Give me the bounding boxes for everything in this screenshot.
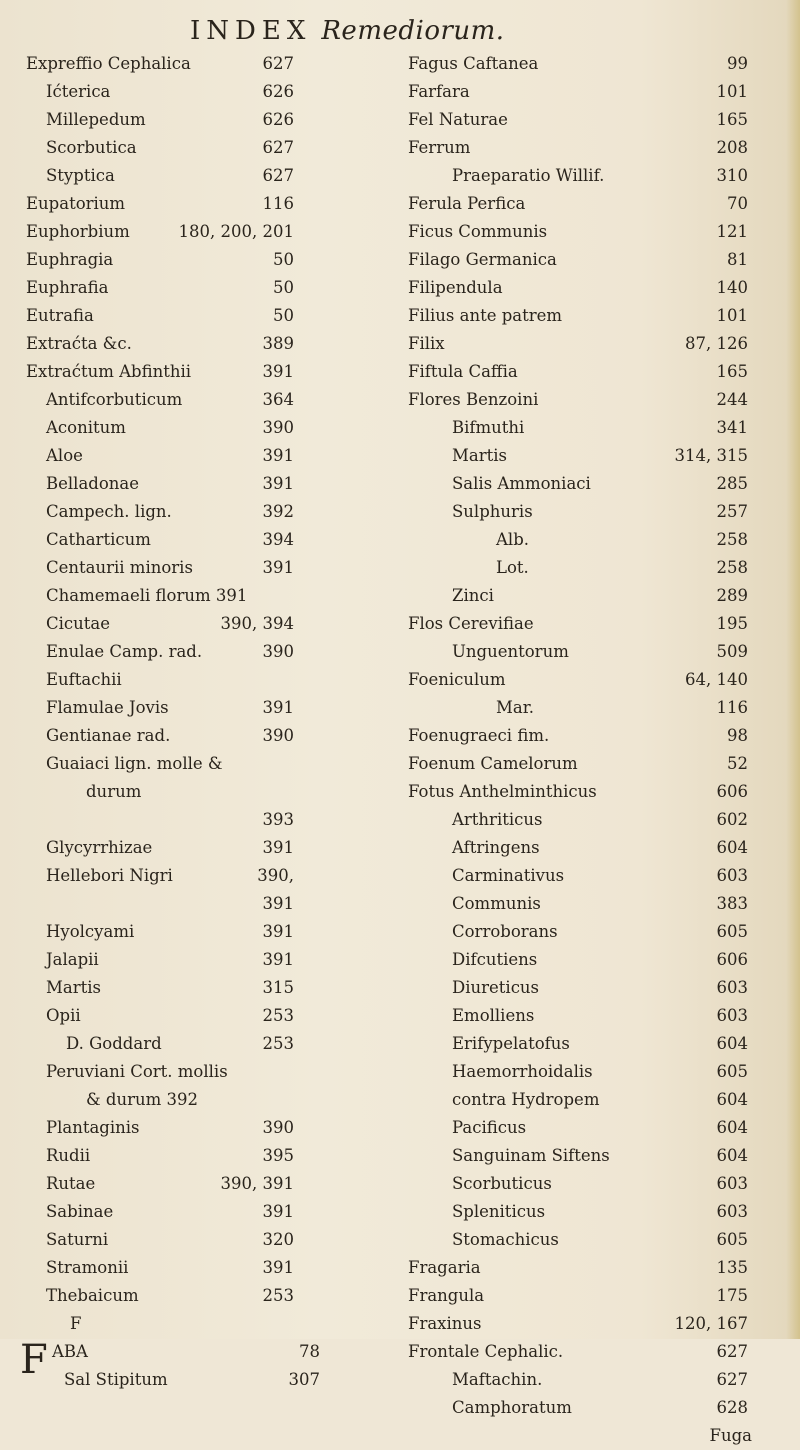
entry-name: Salis Ammoniaci bbox=[452, 474, 591, 493]
catchword-row bbox=[408, 1422, 788, 1450]
entry-pages: 394 bbox=[262, 530, 294, 549]
entry-pages: 253 bbox=[262, 1006, 294, 1025]
entry-name: Extraćtum Abfinthii bbox=[26, 362, 192, 381]
entry-name: Fraxinus bbox=[408, 1314, 482, 1333]
index-entry bbox=[26, 666, 384, 694]
index-entry bbox=[26, 610, 384, 638]
entry-name: Glycyrrhizae bbox=[46, 838, 153, 857]
index-entry bbox=[408, 526, 788, 554]
index-entry bbox=[26, 1254, 384, 1282]
entry-name: Scorbuticus bbox=[452, 1174, 552, 1193]
index-entry bbox=[408, 946, 788, 974]
index-entry bbox=[26, 134, 384, 162]
entry-name: Saturni bbox=[46, 1230, 109, 1249]
entry-name: Sanguinam Siftens bbox=[452, 1146, 610, 1165]
entry-pages: 627 bbox=[262, 166, 294, 185]
entry-pages: 391 bbox=[262, 1202, 294, 1221]
entry-pages: 121 bbox=[716, 222, 748, 241]
index-entry bbox=[26, 974, 384, 1002]
entry-name: Euftachii bbox=[46, 670, 122, 689]
index-entry bbox=[408, 1170, 788, 1198]
index-entry bbox=[26, 50, 384, 78]
index-entry bbox=[26, 778, 384, 806]
entry-pages: 180, 200, 201 bbox=[178, 222, 294, 241]
entry-pages: 64, 140 bbox=[685, 670, 748, 689]
entry-name: Guaiaci lign. molle & bbox=[46, 754, 223, 773]
entry-pages: 195 bbox=[716, 614, 748, 633]
entry-name: Thebaicum bbox=[46, 1286, 139, 1305]
entry-pages: 391 bbox=[262, 894, 294, 913]
catchword: Fuga bbox=[709, 1426, 752, 1445]
entry-name: Eutrafia bbox=[26, 306, 94, 325]
index-entry bbox=[408, 722, 788, 750]
index-entry bbox=[26, 918, 384, 946]
index-entry bbox=[408, 274, 788, 302]
entry-name: Enulae Camp. rad. bbox=[46, 642, 203, 661]
index-entry bbox=[408, 358, 788, 386]
index-entry bbox=[408, 1338, 788, 1366]
index-entry bbox=[52, 1338, 384, 1366]
index-entry bbox=[26, 386, 384, 414]
entry-pages: 383 bbox=[716, 894, 748, 913]
entry-pages: 99 bbox=[727, 54, 748, 73]
page-header bbox=[190, 16, 505, 46]
entry-name: Flores Benzoini bbox=[408, 390, 539, 409]
index-entry bbox=[408, 106, 788, 134]
entry-pages: 341 bbox=[716, 418, 748, 437]
entry-pages: 509 bbox=[716, 642, 748, 661]
entry-name: Aftringens bbox=[452, 838, 540, 857]
entry-pages: 627 bbox=[716, 1370, 748, 1389]
entry-name: Diureticus bbox=[452, 978, 540, 997]
index-entry bbox=[26, 190, 384, 218]
entry-name: Plantaginis bbox=[46, 1118, 140, 1137]
entry-pages: 135 bbox=[716, 1258, 748, 1277]
entry-name: Frangula bbox=[408, 1286, 485, 1305]
index-entry bbox=[26, 1114, 384, 1142]
entry-name: Expreffio Cephalica bbox=[26, 54, 191, 73]
entry-name: Alb. bbox=[496, 530, 529, 549]
index-entry bbox=[26, 470, 384, 498]
entry-pages: 627 bbox=[262, 138, 294, 157]
entry-pages: 391 bbox=[262, 1258, 294, 1277]
index-entry bbox=[408, 638, 788, 666]
index-entry bbox=[408, 554, 788, 582]
index-entry bbox=[408, 1226, 788, 1254]
entry-name: Zinci bbox=[452, 586, 494, 605]
entry-pages: 603 bbox=[716, 978, 748, 997]
index-entry bbox=[408, 1254, 788, 1282]
entry-pages: 258 bbox=[716, 558, 748, 577]
entry-name: Jalapii bbox=[46, 950, 99, 969]
entry-pages: 605 bbox=[716, 1230, 748, 1249]
index-entry bbox=[408, 386, 788, 414]
entry-pages: 391 bbox=[262, 446, 294, 465]
entry-pages: 78 bbox=[299, 1342, 320, 1361]
entry-pages: 50 bbox=[273, 306, 294, 325]
entry-pages: 603 bbox=[716, 1174, 748, 1193]
index-entry bbox=[26, 330, 384, 358]
entry-name: Filipendula bbox=[408, 278, 503, 297]
entry-name: Erifypelatofus bbox=[452, 1034, 570, 1053]
right-column bbox=[408, 50, 788, 1450]
entry-name: Difcutiens bbox=[452, 950, 538, 969]
entry-name: Fragaria bbox=[408, 1258, 481, 1277]
entry-pages: 603 bbox=[716, 1006, 748, 1025]
entry-name: Communis bbox=[452, 894, 541, 913]
index-entry bbox=[408, 1394, 788, 1422]
index-entry bbox=[26, 106, 384, 134]
page-edge-shadow bbox=[786, 0, 800, 1339]
faba-entry-group bbox=[20, 1337, 384, 1394]
entry-name: & durum 392 bbox=[86, 1090, 199, 1109]
left-column bbox=[20, 50, 384, 1394]
index-entry bbox=[408, 78, 788, 106]
entry-name: ABA bbox=[52, 1342, 88, 1361]
entry-name: Rudii bbox=[46, 1146, 91, 1165]
entry-pages: 390, 391 bbox=[220, 1174, 294, 1193]
index-entry bbox=[26, 218, 384, 246]
entry-pages: 606 bbox=[716, 782, 748, 801]
entry-name: Haemorrhoidalis bbox=[452, 1062, 593, 1081]
entry-name: Fel Naturae bbox=[408, 110, 508, 129]
entry-pages: 626 bbox=[262, 110, 294, 129]
index-entry bbox=[408, 890, 788, 918]
index-entry bbox=[26, 526, 384, 554]
entry-pages: 364 bbox=[262, 390, 294, 409]
entry-name: Praeparatio Willif. bbox=[452, 166, 605, 185]
index-entry bbox=[408, 694, 788, 722]
index-entry bbox=[408, 974, 788, 1002]
entry-pages: 116 bbox=[262, 194, 294, 213]
entry-pages: 391 bbox=[262, 698, 294, 717]
entry-pages: 314, 315 bbox=[674, 446, 748, 465]
entry-pages: 627 bbox=[716, 1342, 748, 1361]
index-entry bbox=[408, 470, 788, 498]
entry-pages: 390 bbox=[262, 418, 294, 437]
entry-pages: 389 bbox=[262, 334, 294, 353]
entry-pages: 627 bbox=[262, 54, 294, 73]
entry-pages: 101 bbox=[716, 82, 748, 101]
entry-pages: 315 bbox=[262, 978, 294, 997]
index-entry bbox=[26, 1142, 384, 1170]
index-entry bbox=[408, 1198, 788, 1226]
index-entry bbox=[26, 1282, 384, 1310]
entry-pages: 258 bbox=[716, 530, 748, 549]
entry-pages: 208 bbox=[716, 138, 748, 157]
entry-name: durum bbox=[86, 782, 142, 801]
entry-name: Ferrum bbox=[408, 138, 471, 157]
entry-name: Campech. lign. bbox=[46, 502, 172, 521]
entry-name: Foenugraeci fim. bbox=[408, 726, 550, 745]
entry-pages: 603 bbox=[716, 1202, 748, 1221]
index-entry bbox=[26, 1002, 384, 1030]
entry-name: Flos Cerevifiae bbox=[408, 614, 534, 633]
entry-pages: 81 bbox=[727, 250, 748, 269]
index-entry bbox=[408, 1282, 788, 1310]
entry-name: Martis bbox=[46, 978, 101, 997]
entry-pages: 391 bbox=[262, 362, 294, 381]
index-entry bbox=[408, 918, 788, 946]
entry-pages: 165 bbox=[716, 110, 748, 129]
index-entry bbox=[408, 582, 788, 610]
entry-name: Ićterica bbox=[46, 82, 111, 101]
index-entry bbox=[26, 554, 384, 582]
entry-name: Styptica bbox=[46, 166, 115, 185]
index-entry bbox=[26, 78, 384, 106]
entry-name: contra Hydropem bbox=[452, 1090, 600, 1109]
entry-name: Corroborans bbox=[452, 922, 558, 941]
index-entry bbox=[408, 50, 788, 78]
entry-name: Euphrafia bbox=[26, 278, 109, 297]
entry-pages: 628 bbox=[716, 1398, 748, 1417]
entry-pages: 285 bbox=[716, 474, 748, 493]
entry-name: Foeniculum bbox=[408, 670, 506, 689]
entry-pages: 395 bbox=[262, 1146, 294, 1165]
index-entry bbox=[26, 1086, 384, 1114]
entry-pages: 87, 126 bbox=[685, 334, 748, 353]
entry-pages: 175 bbox=[716, 1286, 748, 1305]
entry-pages: 244 bbox=[716, 390, 748, 409]
entry-name: Frontale Cephalic. bbox=[408, 1342, 564, 1361]
index-entry bbox=[408, 778, 788, 806]
entry-name: Euphragia bbox=[26, 250, 114, 269]
entry-pages: 289 bbox=[716, 586, 748, 605]
index-entry bbox=[408, 134, 788, 162]
index-entry bbox=[408, 806, 788, 834]
entry-name: Filago Germanica bbox=[408, 250, 557, 269]
entry-name: Extraćta &c. bbox=[26, 334, 132, 353]
index-entry bbox=[26, 442, 384, 470]
index-entry bbox=[408, 302, 788, 330]
index-entry bbox=[26, 582, 384, 610]
entry-name: Sulphuris bbox=[452, 502, 533, 521]
entry-pages: 392 bbox=[262, 502, 294, 521]
entry-name: Unguentorum bbox=[452, 642, 569, 661]
index-entry bbox=[408, 218, 788, 246]
entry-pages: 391 bbox=[262, 922, 294, 941]
entry-name: Aconitum bbox=[46, 418, 126, 437]
index-entry bbox=[408, 750, 788, 778]
entry-pages: 390, bbox=[257, 866, 294, 885]
index-entry bbox=[26, 806, 384, 834]
entry-name: Camphoratum bbox=[452, 1398, 572, 1417]
entry-name: Gentianae rad. bbox=[46, 726, 171, 745]
entry-name: Emolliens bbox=[452, 1006, 535, 1025]
index-entry bbox=[408, 442, 788, 470]
entry-name: Millepedum bbox=[46, 110, 146, 129]
entry-name: Eupatorium bbox=[26, 194, 126, 213]
entry-pages: 604 bbox=[716, 1090, 748, 1109]
entry-name: Antifcorbuticum bbox=[46, 390, 183, 409]
entry-name: Ferula Perfica bbox=[408, 194, 526, 213]
entry-pages: 101 bbox=[716, 306, 748, 325]
entry-name: Hyolcyami bbox=[46, 922, 135, 941]
entry-pages: 50 bbox=[273, 250, 294, 269]
entry-pages: 52 bbox=[727, 754, 748, 773]
entry-pages: 606 bbox=[716, 950, 748, 969]
index-entry bbox=[408, 1310, 788, 1338]
entry-pages: 391 bbox=[262, 474, 294, 493]
index-entry bbox=[408, 1058, 788, 1086]
entry-name: Lot. bbox=[496, 558, 529, 577]
entry-pages: 603 bbox=[716, 866, 748, 885]
entry-name: Mar. bbox=[496, 698, 535, 717]
entry-name: Centaurii minoris bbox=[46, 558, 193, 577]
entry-pages: 253 bbox=[262, 1034, 294, 1053]
entry-pages: 310 bbox=[716, 166, 748, 185]
entry-name: Euphorbium bbox=[26, 222, 130, 241]
entry-name: Hellebori Nigri bbox=[46, 866, 173, 885]
index-entry bbox=[26, 1030, 384, 1058]
index-entry bbox=[26, 1198, 384, 1226]
index-entry bbox=[408, 246, 788, 274]
entry-name: Opii bbox=[46, 1006, 81, 1025]
index-entry bbox=[26, 890, 384, 918]
entry-pages: 604 bbox=[716, 1146, 748, 1165]
entry-pages: 605 bbox=[716, 1062, 748, 1081]
index-entry bbox=[52, 1366, 384, 1394]
entry-name: Filix bbox=[408, 334, 445, 353]
entry-pages: 391 bbox=[262, 950, 294, 969]
entry-name: Sal Stipitum bbox=[64, 1370, 168, 1389]
section-letter: F bbox=[70, 1314, 82, 1333]
entry-pages: 140 bbox=[716, 278, 748, 297]
entry-pages: 253 bbox=[262, 1286, 294, 1305]
index-entry bbox=[408, 1086, 788, 1114]
entry-name: Flamulae Jovis bbox=[46, 698, 169, 717]
entry-name: Rutae bbox=[46, 1174, 96, 1193]
entry-pages: 257 bbox=[716, 502, 748, 521]
entry-name: Fiftula Caffia bbox=[408, 362, 518, 381]
index-entry bbox=[408, 162, 788, 190]
index-entry bbox=[26, 162, 384, 190]
entry-name: Stramonii bbox=[46, 1258, 129, 1277]
entry-pages: 626 bbox=[262, 82, 294, 101]
index-entry bbox=[408, 1002, 788, 1030]
entry-pages: 70 bbox=[727, 194, 748, 213]
index-entry bbox=[408, 498, 788, 526]
entry-name: Chamemaeli florum 391 bbox=[46, 586, 248, 605]
index-entry bbox=[408, 190, 788, 218]
entry-pages: 307 bbox=[288, 1370, 320, 1389]
index-entry bbox=[408, 1142, 788, 1170]
entry-name: Fagus Caftanea bbox=[408, 54, 539, 73]
entry-pages: 393 bbox=[262, 810, 294, 829]
entry-pages: 605 bbox=[716, 922, 748, 941]
entry-name: Pacificus bbox=[452, 1118, 527, 1137]
index-entry bbox=[26, 694, 384, 722]
entry-name: Sabinae bbox=[46, 1202, 114, 1221]
index-entry bbox=[408, 666, 788, 694]
index-entry bbox=[26, 498, 384, 526]
index-entry bbox=[26, 946, 384, 974]
entry-pages: 390 bbox=[262, 1118, 294, 1137]
index-entry bbox=[408, 1114, 788, 1142]
entry-name: Farfara bbox=[408, 82, 470, 101]
index-entry bbox=[26, 414, 384, 442]
index-entry bbox=[26, 834, 384, 862]
entry-name: D. Goddard bbox=[66, 1034, 162, 1053]
entry-pages: 391 bbox=[262, 558, 294, 577]
entry-pages: 390 bbox=[262, 642, 294, 661]
entry-name: Ficus Communis bbox=[408, 222, 548, 241]
entry-name: Catharticum bbox=[46, 530, 151, 549]
entry-pages: 98 bbox=[727, 726, 748, 745]
entry-pages: 116 bbox=[716, 698, 748, 717]
entry-name: Peruviani Cort. mollis bbox=[46, 1062, 228, 1081]
entry-pages: 391 bbox=[262, 838, 294, 857]
index-entry bbox=[408, 1030, 788, 1058]
entry-pages: 390 bbox=[262, 726, 294, 745]
index-entry bbox=[26, 750, 384, 778]
entry-name: Maftachin. bbox=[452, 1370, 543, 1389]
index-entry bbox=[408, 834, 788, 862]
entry-name: Bifmuthi bbox=[452, 418, 525, 437]
entry-name: Spleniticus bbox=[452, 1202, 546, 1221]
index-entry bbox=[26, 1058, 384, 1086]
entry-pages: 120, 167 bbox=[674, 1314, 748, 1333]
index-entry bbox=[26, 638, 384, 666]
index-entry bbox=[26, 302, 384, 330]
index-entry bbox=[408, 330, 788, 358]
index-entry bbox=[26, 246, 384, 274]
entry-pages: 604 bbox=[716, 1034, 748, 1053]
index-entry bbox=[26, 722, 384, 750]
entry-name: Scorbutica bbox=[46, 138, 137, 157]
entry-pages: 320 bbox=[262, 1230, 294, 1249]
entry-pages: 50 bbox=[273, 278, 294, 297]
entry-name: Cicutae bbox=[46, 614, 111, 633]
entry-name: Fotus Anthelminthicus bbox=[408, 782, 597, 801]
index-entry bbox=[408, 610, 788, 638]
header-index: INDEX bbox=[190, 16, 312, 46]
index-entry bbox=[408, 1366, 788, 1394]
entry-name: Arthriticus bbox=[452, 810, 543, 829]
big-initial-letter: F bbox=[20, 1337, 48, 1383]
entry-pages: 390, 394 bbox=[220, 614, 294, 633]
entry-name: Filius ante patrem bbox=[408, 306, 563, 325]
entry-name: Martis bbox=[452, 446, 507, 465]
entry-pages: 604 bbox=[716, 838, 748, 857]
entry-name: Carminativus bbox=[452, 866, 565, 885]
index-entry bbox=[26, 1226, 384, 1254]
index-entry bbox=[26, 274, 384, 302]
header-title: Remediorum. bbox=[321, 16, 505, 46]
entry-pages: 604 bbox=[716, 1118, 748, 1137]
index-entry bbox=[26, 862, 384, 890]
entry-name: Foenum Camelorum bbox=[408, 754, 578, 773]
index-entry bbox=[26, 1170, 384, 1198]
section-letter-row bbox=[26, 1310, 384, 1338]
entry-name: Aloe bbox=[46, 446, 83, 465]
entry-name: Stomachicus bbox=[452, 1230, 559, 1249]
entry-name: Belladonae bbox=[46, 474, 140, 493]
index-entry bbox=[408, 862, 788, 890]
entry-pages: 165 bbox=[716, 362, 748, 381]
entry-pages: 602 bbox=[716, 810, 748, 829]
index-entry bbox=[26, 358, 384, 386]
index-entry bbox=[408, 414, 788, 442]
